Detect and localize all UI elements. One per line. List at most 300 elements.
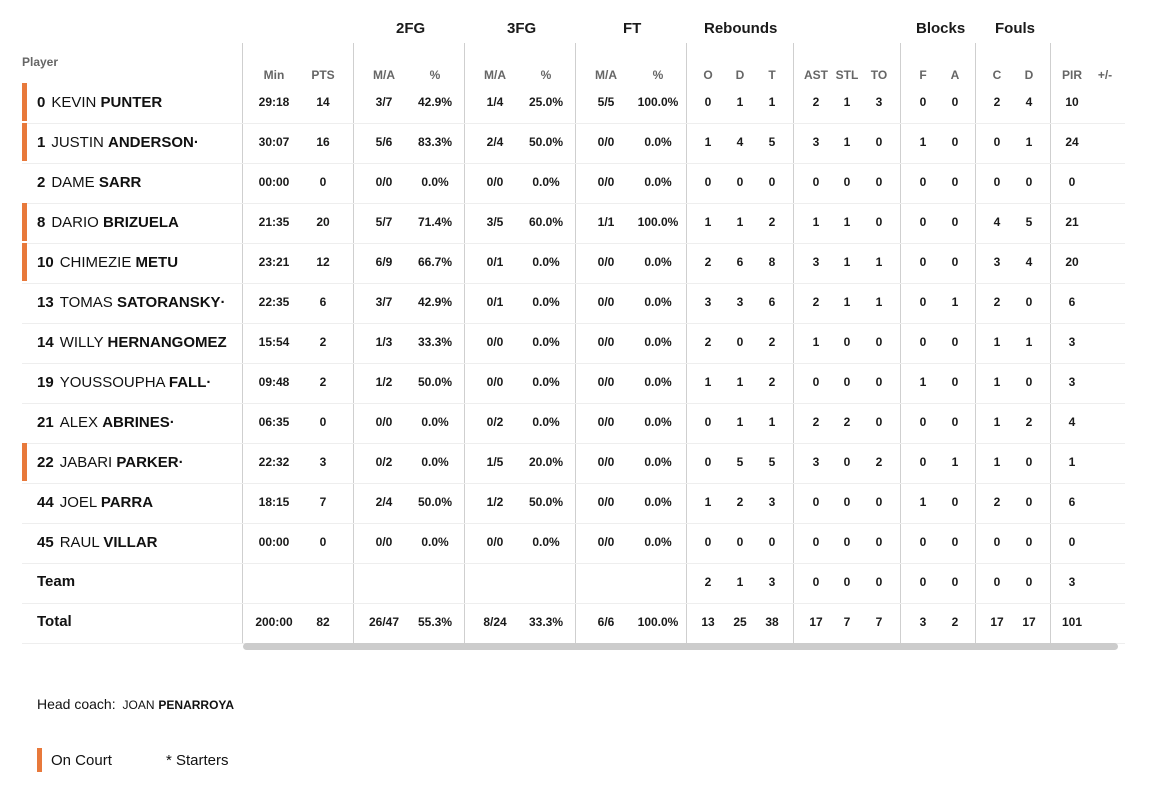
cell-reb-def: 1 — [736, 575, 744, 589]
column-header-ft-ma: M/A — [595, 68, 617, 82]
cell-min: 22:35 — [258, 295, 290, 309]
cell-3fg-pct: 25.0% — [528, 95, 564, 109]
player-first-name: YOUSSOUPHA — [59, 374, 165, 391]
column-header-pts: PTS — [311, 68, 335, 82]
cell-fouls-drawn: 0 — [1025, 575, 1033, 589]
column-header-plus-minus: +/- — [1097, 68, 1113, 82]
cell-fouls-drawn: 5 — [1025, 215, 1033, 229]
player-number: 45 — [37, 534, 54, 551]
cell-stl: 7 — [843, 615, 851, 629]
cell-reb-def: 0 — [736, 175, 744, 189]
player-column-header: Player — [22, 55, 59, 69]
cell-2fg-ma: 0/2 — [375, 455, 393, 469]
cell-reb-off: 2 — [704, 255, 712, 269]
player-row — [22, 403, 1125, 444]
cell-fouls-committed: 0 — [993, 175, 1001, 189]
player-first-name: JUSTIN — [51, 134, 104, 151]
cell-2fg-pct: 42.9% — [417, 295, 453, 309]
cell-fouls-committed: 1 — [993, 335, 1001, 349]
team-row-label: Team — [37, 573, 76, 590]
cell-reb-def: 5 — [736, 455, 744, 469]
cell-to: 1 — [875, 295, 883, 309]
cell-blk-for: 0 — [919, 95, 927, 109]
cell-blk-against: 0 — [951, 375, 959, 389]
cell-blk-against: 1 — [951, 455, 959, 469]
cell-pts: 16 — [316, 135, 330, 149]
player-last-name: SARR — [98, 174, 142, 191]
player-first-name: ALEX — [59, 414, 99, 431]
cell-blk-against: 0 — [951, 575, 959, 589]
cell-stl: 1 — [843, 95, 851, 109]
cell-stl: 0 — [843, 335, 851, 349]
cell-to: 0 — [875, 335, 883, 349]
on-court-indicator — [22, 243, 27, 281]
cell-blk-for: 0 — [919, 295, 927, 309]
cell-3fg-ma: 8/24 — [483, 615, 507, 629]
player-name-link[interactable] — [37, 134, 199, 151]
cell-3fg-pct: 0.0% — [532, 415, 560, 429]
cell-to: 0 — [875, 175, 883, 189]
cell-reb-def: 1 — [736, 95, 744, 109]
cell-2fg-pct: 0.0% — [421, 535, 449, 549]
column-header-fouls-committed: C — [992, 68, 1002, 82]
cell-fouls-drawn: 1 — [1025, 335, 1033, 349]
player-number: 2 — [37, 174, 46, 191]
cell-fouls-committed: 1 — [993, 455, 1001, 469]
head-coach — [37, 696, 234, 712]
cell-pts: 6 — [319, 295, 327, 309]
player-number: 21 — [37, 414, 54, 431]
player-last-name: PARKER· — [116, 454, 184, 471]
cell-ft-ma: 0/0 — [597, 375, 615, 389]
cell-plus-minus — [1075, 575, 1135, 591]
cell-fouls-committed: 0 — [993, 535, 1001, 549]
cell-2fg-ma: 5/7 — [375, 215, 393, 229]
cell-2fg-pct: 0.0% — [421, 455, 449, 469]
player-row — [22, 483, 1125, 524]
cell-ft-pct: 0.0% — [644, 455, 672, 469]
player-name-link[interactable] — [37, 494, 153, 511]
cell-2fg-pct: 50.0% — [417, 495, 453, 509]
cell-fouls-committed: 1 — [993, 375, 1001, 389]
column-header-ft-pct: % — [652, 68, 664, 82]
cell-blk-against: 2 — [951, 615, 959, 629]
group-header-2fg: 2FG — [396, 20, 426, 37]
cell-pir: 6 — [1068, 295, 1076, 309]
head-coach-last-name: PENARROYA — [158, 698, 234, 712]
cell-3fg-ma: 0/1 — [486, 295, 504, 309]
cell-blk-for: 1 — [919, 495, 927, 509]
player-name-link[interactable] — [37, 454, 184, 471]
cell-pir: 6 — [1068, 495, 1076, 509]
player-row — [22, 523, 1125, 564]
cell-min: 22:32 — [258, 455, 290, 469]
cell-ft-ma: 0/0 — [597, 495, 615, 509]
cell-ft-ma: 0/0 — [597, 255, 615, 269]
cell-reb-off: 13 — [701, 615, 715, 629]
column-header-reb-tot: T — [768, 68, 776, 82]
on-court-indicator — [22, 203, 27, 241]
player-last-name: PUNTER — [100, 94, 163, 111]
cell-3fg-ma: 0/2 — [486, 415, 504, 429]
cell-min: 15:54 — [258, 335, 290, 349]
column-header-fouls-drawn: D — [1024, 68, 1034, 82]
cell-to: 1 — [875, 255, 883, 269]
cell-pir: 21 — [1065, 215, 1079, 229]
cell-blk-for: 0 — [919, 415, 927, 429]
cell-plus-minus — [1075, 375, 1135, 391]
player-name-link[interactable] — [37, 414, 175, 431]
cell-to: 0 — [875, 135, 883, 149]
cell-3fg-pct: 0.0% — [532, 535, 560, 549]
cell-ft-pct: 0.0% — [644, 415, 672, 429]
cell-fouls-drawn: 4 — [1025, 95, 1033, 109]
group-header-ft: FT — [623, 20, 642, 37]
player-first-name: DARIO — [51, 214, 99, 231]
cell-blk-against: 0 — [951, 175, 959, 189]
player-last-name: FALL· — [168, 374, 212, 391]
cell-reb-off: 2 — [704, 575, 712, 589]
player-first-name: JABARI — [59, 454, 113, 471]
cell-reb-def: 1 — [736, 375, 744, 389]
cell-stl: 0 — [843, 535, 851, 549]
cell-blk-against: 0 — [951, 535, 959, 549]
player-number: 13 — [37, 294, 54, 311]
cell-blk-against: 0 — [951, 415, 959, 429]
total-row — [22, 603, 1125, 644]
cell-reb-def: 1 — [736, 415, 744, 429]
cell-ft-ma: 0/0 — [597, 135, 615, 149]
horizontal-scrollbar[interactable] — [243, 643, 1118, 650]
column-header-reb-off: O — [703, 68, 713, 82]
player-last-name: VILLAR — [103, 534, 158, 551]
cell-min: 29:18 — [258, 95, 290, 109]
cell-to: 3 — [875, 95, 883, 109]
cell-reb-def: 3 — [736, 295, 744, 309]
cell-2fg-pct: 50.0% — [417, 375, 453, 389]
cell-plus-minus — [1075, 175, 1135, 191]
column-header-2fg-pct: % — [429, 68, 441, 82]
player-name-link[interactable] — [37, 534, 158, 551]
cell-fouls-committed: 2 — [993, 95, 1001, 109]
cell-reb-def: 0 — [736, 335, 744, 349]
cell-ast: 3 — [812, 255, 820, 269]
player-first-name: TOMAS — [59, 294, 113, 311]
column-header-ast: AST — [804, 68, 828, 82]
column-header-blk-against: A — [950, 68, 960, 82]
cell-stl: 0 — [843, 375, 851, 389]
cell-ft-pct: 0.0% — [644, 535, 672, 549]
cell-reb-off: 0 — [704, 455, 712, 469]
player-last-name: SATORANSKY· — [116, 294, 226, 311]
cell-ft-ma: 1/1 — [597, 215, 615, 229]
player-number: 8 — [37, 214, 46, 231]
cell-fouls-drawn: 1 — [1025, 135, 1033, 149]
cell-ast: 0 — [812, 535, 820, 549]
head-coach-first-name: JOAN — [122, 698, 155, 712]
cell-pts: 12 — [316, 255, 330, 269]
cell-pts: 0 — [319, 535, 327, 549]
cell-3fg-ma: 0/0 — [486, 335, 504, 349]
cell-stl: 0 — [843, 455, 851, 469]
cell-reb-off: 2 — [704, 335, 712, 349]
cell-stl: 1 — [843, 255, 851, 269]
cell-plus-minus — [1075, 535, 1135, 551]
cell-ast: 2 — [812, 295, 820, 309]
cell-stl: 0 — [843, 175, 851, 189]
cell-reb-tot: 5 — [768, 135, 776, 149]
cell-plus-minus — [1075, 455, 1135, 471]
cell-2fg-ma: 2/4 — [375, 495, 393, 509]
cell-ast: 1 — [812, 335, 820, 349]
cell-stl: 0 — [843, 495, 851, 509]
cell-2fg-ma: 5/6 — [375, 135, 393, 149]
column-header-2fg-ma: M/A — [373, 68, 395, 82]
cell-2fg-pct — [405, 575, 465, 591]
team-row — [22, 563, 1125, 604]
cell-3fg-ma: 0/0 — [486, 175, 504, 189]
cell-pir: 0 — [1068, 535, 1076, 549]
player-row — [22, 363, 1125, 404]
cell-pir: 101 — [1061, 615, 1083, 629]
cell-pts: 20 — [316, 215, 330, 229]
cell-plus-minus — [1075, 95, 1135, 111]
cell-min: 23:21 — [258, 255, 290, 269]
cell-pir: 1 — [1068, 455, 1076, 469]
cell-blk-for: 0 — [919, 175, 927, 189]
cell-3fg-pct: 0.0% — [532, 175, 560, 189]
cell-pts: 7 — [319, 495, 327, 509]
cell-ft-pct: 0.0% — [644, 175, 672, 189]
cell-min: 30:07 — [258, 135, 290, 149]
cell-reb-def: 0 — [736, 535, 744, 549]
cell-pts: 0 — [319, 415, 327, 429]
cell-fouls-drawn: 4 — [1025, 255, 1033, 269]
cell-ast: 2 — [812, 95, 820, 109]
cell-to: 0 — [875, 535, 883, 549]
cell-min: 09:48 — [258, 375, 290, 389]
column-header-stl: STL — [835, 68, 859, 82]
cell-2fg-ma: 0/0 — [375, 175, 393, 189]
cell-2fg-pct: 33.3% — [417, 335, 453, 349]
cell-to: 7 — [875, 615, 883, 629]
group-header-fouls: Fouls — [995, 20, 1035, 37]
cell-2fg-ma: 6/9 — [375, 255, 393, 269]
cell-stl: 2 — [843, 415, 851, 429]
cell-2fg-ma: 0/0 — [375, 415, 393, 429]
cell-2fg-pct: 42.9% — [417, 95, 453, 109]
cell-ft-ma — [576, 575, 636, 591]
cell-2fg-pct: 55.3% — [417, 615, 453, 629]
cell-ft-pct: 100.0% — [637, 615, 679, 629]
cell-reb-off: 0 — [704, 415, 712, 429]
column-header-min: Min — [263, 68, 285, 82]
cell-ft-ma: 5/5 — [597, 95, 615, 109]
on-court-indicator — [22, 83, 27, 121]
player-name-link[interactable] — [37, 214, 179, 231]
cell-reb-tot: 2 — [768, 335, 776, 349]
cell-pir: 20 — [1065, 255, 1079, 269]
cell-ft-ma: 0/0 — [597, 295, 615, 309]
player-name-link[interactable] — [37, 334, 227, 351]
on-court-indicator — [22, 443, 27, 481]
cell-fouls-committed: 2 — [993, 295, 1001, 309]
cell-reb-tot: 38 — [765, 615, 779, 629]
cell-3fg-pct: 60.0% — [528, 215, 564, 229]
cell-pts: 2 — [319, 335, 327, 349]
cell-2fg-ma: 1/2 — [375, 375, 393, 389]
cell-ft-ma: 0/0 — [597, 535, 615, 549]
cell-ft-pct: 0.0% — [644, 335, 672, 349]
cell-reb-off: 1 — [704, 135, 712, 149]
cell-reb-off: 1 — [704, 495, 712, 509]
cell-3fg-pct — [516, 575, 576, 591]
cell-fouls-committed: 0 — [993, 135, 1001, 149]
cell-plus-minus — [1075, 215, 1135, 231]
on-court-legend-swatch — [37, 748, 42, 772]
cell-stl: 1 — [843, 215, 851, 229]
cell-pir: 3 — [1068, 575, 1076, 589]
cell-pir: 0 — [1068, 175, 1076, 189]
cell-ft-pct: 0.0% — [644, 375, 672, 389]
cell-ft-ma: 0/0 — [597, 415, 615, 429]
cell-3fg-ma: 0/0 — [486, 375, 504, 389]
player-row — [22, 243, 1125, 284]
cell-ast: 17 — [809, 615, 823, 629]
player-first-name: JOEL — [59, 494, 97, 511]
player-first-name: DAME — [51, 174, 95, 191]
column-header-3fg-ma: M/A — [484, 68, 506, 82]
player-number: 10 — [37, 254, 54, 271]
cell-3fg-pct: 0.0% — [532, 375, 560, 389]
cell-plus-minus — [1075, 135, 1135, 151]
cell-plus-minus — [1075, 255, 1135, 271]
cell-ast: 2 — [812, 415, 820, 429]
player-first-name: WILLY — [59, 334, 104, 351]
cell-min: 18:15 — [258, 495, 290, 509]
cell-fouls-committed: 0 — [993, 575, 1001, 589]
player-last-name: PARRA — [100, 494, 154, 511]
cell-ft-pct: 100.0% — [637, 215, 679, 229]
cell-ft-pct: 0.0% — [644, 495, 672, 509]
cell-blk-against: 0 — [951, 255, 959, 269]
cell-3fg-pct: 50.0% — [528, 495, 564, 509]
player-name-link[interactable] — [37, 254, 178, 271]
cell-min: 21:35 — [258, 215, 290, 229]
cell-fouls-drawn: 0 — [1025, 175, 1033, 189]
cell-3fg-ma: 0/0 — [486, 535, 504, 549]
cell-ast: 0 — [812, 175, 820, 189]
cell-fouls-committed: 4 — [993, 215, 1001, 229]
cell-ast: 0 — [812, 375, 820, 389]
cell-2fg-ma: 3/7 — [375, 295, 393, 309]
head-coach-prefix: Head coach: — [37, 696, 116, 712]
column-header-to: TO — [870, 68, 888, 82]
player-row — [22, 323, 1125, 364]
player-name-link[interactable] — [37, 374, 211, 391]
group-header-rebounds: Rebounds — [704, 20, 778, 37]
cell-reb-tot: 3 — [768, 495, 776, 509]
cell-ft-pct: 0.0% — [644, 255, 672, 269]
cell-reb-tot: 6 — [768, 295, 776, 309]
cell-reb-tot: 2 — [768, 215, 776, 229]
player-last-name: ANDERSON· — [108, 134, 199, 151]
cell-blk-for: 0 — [919, 215, 927, 229]
cell-3fg-ma: 3/5 — [486, 215, 504, 229]
cell-pts: 0 — [319, 175, 327, 189]
on-court-indicator — [22, 123, 27, 161]
cell-stl: 1 — [843, 295, 851, 309]
cell-min: 00:00 — [258, 535, 290, 549]
cell-ft-pct: 100.0% — [637, 95, 679, 109]
player-row — [22, 283, 1125, 324]
cell-min: 06:35 — [258, 415, 290, 429]
cell-reb-tot: 0 — [768, 175, 776, 189]
cell-reb-off: 0 — [704, 95, 712, 109]
player-number: 22 — [37, 454, 54, 471]
cell-2fg-pct: 71.4% — [417, 215, 453, 229]
total-row-label: Total — [37, 613, 72, 630]
cell-reb-tot: 3 — [768, 575, 776, 589]
cell-blk-for: 0 — [919, 535, 927, 549]
cell-fouls-drawn: 0 — [1025, 375, 1033, 389]
cell-2fg-pct: 0.0% — [421, 175, 449, 189]
cell-blk-for: 0 — [919, 255, 927, 269]
cell-blk-for: 0 — [919, 455, 927, 469]
cell-ft-ma: 0/0 — [597, 175, 615, 189]
player-first-name: CHIMEZIE — [59, 254, 132, 271]
player-first-name: KEVIN — [51, 94, 97, 111]
cell-blk-against: 1 — [951, 295, 959, 309]
player-name-link[interactable] — [37, 174, 141, 191]
cell-pts: 82 — [316, 615, 330, 629]
cell-blk-against: 0 — [951, 495, 959, 509]
cell-reb-tot: 5 — [768, 455, 776, 469]
cell-ft-ma: 0/0 — [597, 335, 615, 349]
cell-fouls-drawn: 0 — [1025, 295, 1033, 309]
cell-min: 00:00 — [258, 175, 290, 189]
cell-reb-off: 0 — [704, 175, 712, 189]
cell-to: 0 — [875, 215, 883, 229]
cell-ast: 0 — [812, 495, 820, 509]
player-name-link[interactable] — [37, 94, 162, 111]
group-header-blocks: Blocks — [916, 20, 966, 37]
cell-to: 2 — [875, 455, 883, 469]
cell-plus-minus — [1075, 415, 1135, 431]
player-row — [22, 203, 1125, 244]
cell-ast: 0 — [812, 575, 820, 589]
cell-blk-against: 0 — [951, 135, 959, 149]
cell-blk-against: 0 — [951, 95, 959, 109]
player-last-name: ABRINES· — [102, 414, 175, 431]
cell-reb-tot: 2 — [768, 375, 776, 389]
cell-2fg-ma: 1/3 — [375, 335, 393, 349]
cell-pir: 10 — [1065, 95, 1079, 109]
cell-to: 0 — [875, 375, 883, 389]
on-court-legend-label: On Court — [51, 752, 112, 769]
cell-blk-for: 1 — [919, 375, 927, 389]
player-row — [22, 163, 1125, 204]
cell-to: 0 — [875, 415, 883, 429]
cell-2fg-ma: 26/47 — [368, 615, 400, 629]
player-name-link[interactable] — [37, 294, 226, 311]
starters-legend-label: * Starters — [166, 752, 229, 769]
player-row — [22, 443, 1125, 484]
group-header-3fg: 3FG — [507, 20, 537, 37]
cell-ft-ma: 0/0 — [597, 455, 615, 469]
cell-3fg-pct: 50.0% — [528, 135, 564, 149]
cell-pts: 3 — [319, 455, 327, 469]
